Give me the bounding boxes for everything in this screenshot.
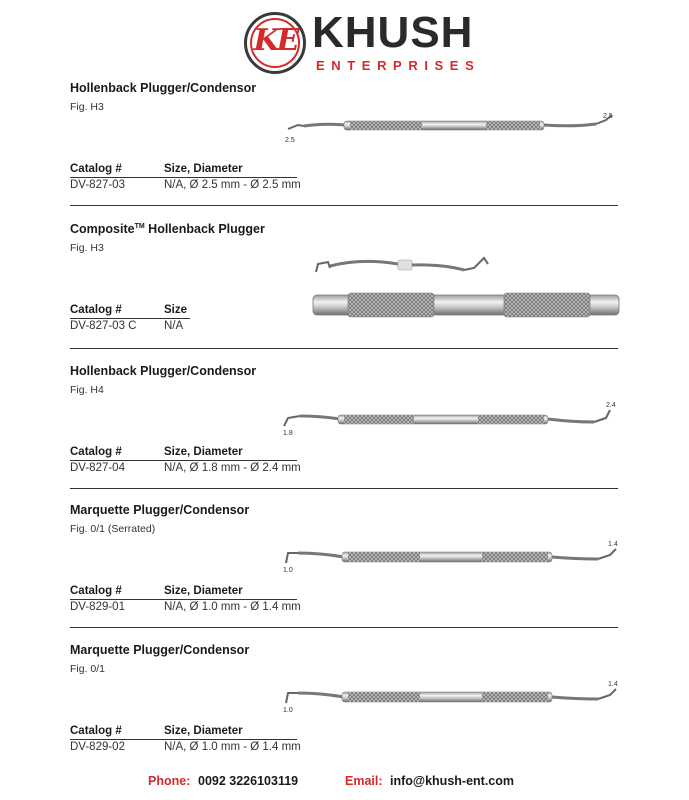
catalog-number: DV-827-04 (70, 462, 125, 474)
dimension-label-left: 1.0 (283, 707, 293, 714)
brand-tagline: ENTERPRISES (316, 58, 481, 73)
catalog-number: DV-829-02 (70, 741, 125, 753)
product-section-4 (0, 503, 689, 628)
product-section-1 (0, 81, 689, 206)
catalog-number: DV-827-03 (70, 179, 125, 191)
title-main: Composite (70, 222, 135, 236)
section-divider (70, 348, 618, 349)
catalog-header: Catalog # (70, 585, 122, 597)
product-title: Marquette Plugger/Condensor (70, 643, 250, 657)
table-rule (70, 599, 297, 600)
brand-name: KHUSH (312, 8, 474, 57)
figure-label: Fig. 0/1 (70, 663, 106, 675)
catalog-header: Catalog # (70, 304, 122, 316)
instrument-handle-closeup (312, 290, 620, 320)
table-rule (70, 177, 297, 178)
instrument-image (284, 111, 624, 147)
size-value: N/A, Ø 2.5 mm - Ø 2.5 mm (164, 179, 301, 191)
brand-logo (244, 12, 306, 74)
dimension-label-right: 2.4 (606, 402, 616, 409)
table-rule (70, 460, 297, 461)
product-title: Hollenback Plugger/Condensor (70, 81, 257, 95)
catalog-header: Catalog # (70, 725, 122, 737)
header (0, 0, 689, 82)
dimension-label-right: 1.4 (608, 681, 618, 688)
instrument-image (280, 541, 620, 577)
product-title: Marquette Plugger/Condensor (70, 503, 250, 517)
size-value: N/A (164, 320, 184, 332)
instrument-image (280, 681, 620, 717)
dimension-label-left: 2.5 (285, 137, 295, 144)
size-header: Size, Diameter (164, 725, 243, 737)
size-value: N/A, Ø 1.8 mm - Ø 2.4 mm (164, 462, 301, 474)
dimension-label-right: 2.5 (603, 113, 613, 120)
trademark-mark: TM (134, 222, 145, 230)
size-value: N/A, Ø 1.0 mm - Ø 1.4 mm (164, 601, 301, 613)
logo-monogram: KE (253, 23, 297, 58)
product-section-5 (0, 643, 689, 758)
figure-label: Fig. H3 (70, 101, 104, 113)
table-rule (70, 739, 297, 740)
section-divider (70, 627, 618, 628)
figure-label: Fig. H4 (70, 384, 104, 396)
catalog-number: DV-827-03 C (70, 320, 137, 332)
product-title: Hollenback Plugger/Condensor (70, 364, 257, 378)
figure-label: Fig. 0/1 (Serrated) (70, 523, 156, 535)
catalog-header: Catalog # (70, 446, 122, 458)
product-section-2 (0, 222, 689, 349)
dimension-label-left: 1.8 (283, 430, 293, 437)
table-rule (70, 318, 190, 319)
product-title (70, 222, 265, 236)
size-header: Size, Diameter (164, 585, 243, 597)
title-rest: Hollenback Plugger (144, 222, 265, 236)
catalog-number: DV-829-01 (70, 601, 125, 613)
section-divider (70, 205, 618, 206)
instrument-image-small (312, 252, 492, 280)
instrument-image (280, 404, 620, 440)
size-header: Size (164, 304, 188, 316)
email-address[interactable]: info@khush-ent.com (390, 774, 514, 788)
footer-contact (0, 774, 689, 794)
dimension-label-right: 1.4 (608, 541, 618, 548)
catalog-header: Catalog # (70, 163, 122, 175)
dimension-label-left: 1.0 (283, 567, 293, 574)
phone-number[interactable]: 0092 3226103119 (198, 774, 299, 788)
size-header: Size, Diameter (164, 163, 243, 175)
phone-label: Phone: (148, 774, 191, 788)
size-value: N/A, Ø 1.0 mm - Ø 1.4 mm (164, 741, 301, 753)
email-label: Email: (345, 774, 383, 788)
section-divider (70, 488, 618, 489)
size-header: Size, Diameter (164, 446, 243, 458)
figure-label: Fig. H3 (70, 242, 104, 254)
product-section-3 (0, 364, 689, 489)
